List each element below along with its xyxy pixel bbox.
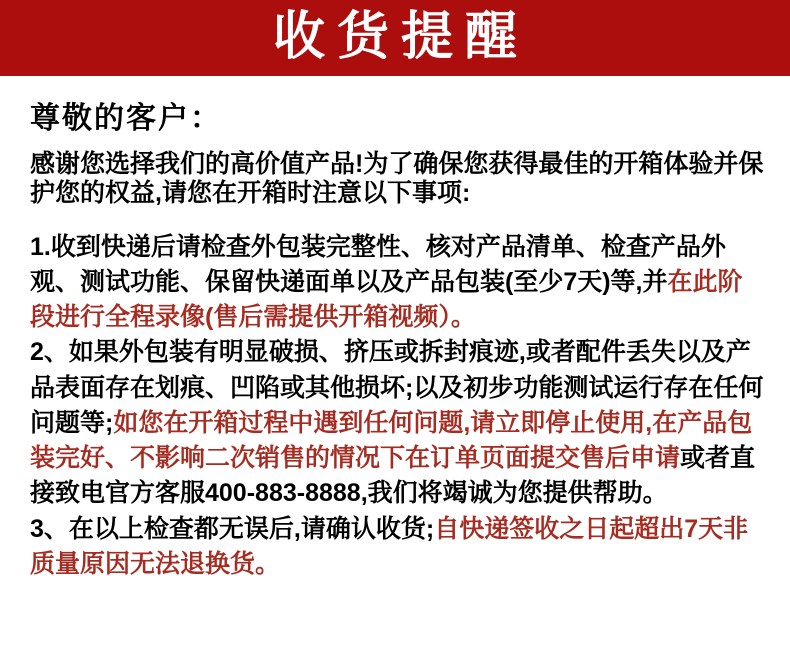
notice-item (30, 512, 764, 583)
emphasis-text-segment: 自快递签收之日起超出7天非质量原因无法退换货。 (30, 514, 749, 578)
emphasis-text-segment: 如您在开箱过程中遇到任何问题,请立即停止使用,在产品包装完好、不影响二次销售的情况下在订单页面提交售后申请 (30, 408, 753, 472)
notice-items (30, 230, 764, 583)
notice-body (0, 76, 790, 582)
text-segment: 2、如果外包装有明显破损、挤压或拆封痕迹,或者配件丢失以及产品表面存在划痕、凹陷或其他损坏;以及初步功能测试运行存在任何问题等; (30, 338, 764, 437)
notice-item (30, 230, 764, 336)
text-segment: 3、在以上检查都无误后,请确认收货; (30, 514, 435, 543)
notice-item (30, 335, 764, 511)
salutation: 尊敬的客户： (30, 102, 222, 135)
emphasis-text-segment: 在此阶段进行全程录像(售后需提供开箱视频）。 (30, 267, 743, 331)
header-banner (0, 0, 790, 76)
page-title: 收货提醒 (272, 9, 529, 66)
text-segment: 1.收到快递后请检查外包装完整性、核对产品清单、检查产品外观、测试功能、保留快递面单以及产品包装(至少7天)等,并 (30, 232, 726, 296)
text-segment: 或者直接致电官方客服400-883-8888,我们将竭诚为您提供帮助。 (30, 444, 756, 508)
intro-paragraph: 感谢您选择我们的高价值产品!为了确保您获得最佳的开箱体验并保护您的权益,请您在开箱时注意以下事项: (30, 150, 764, 208)
